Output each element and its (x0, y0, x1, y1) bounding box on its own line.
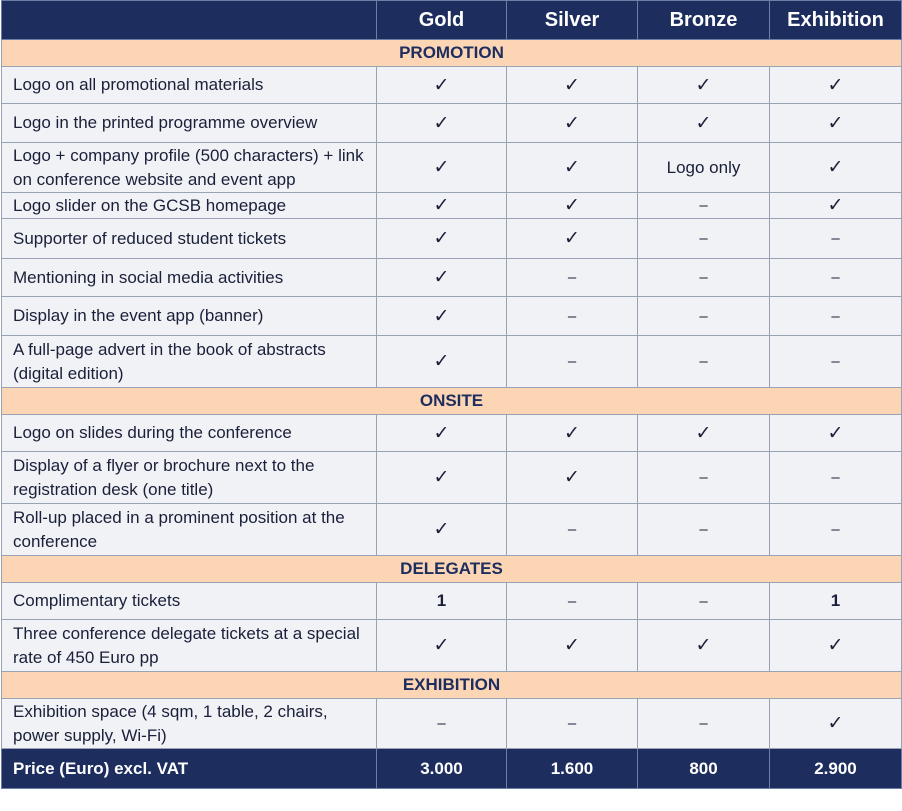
silver-check-cell: ✓ (507, 67, 638, 104)
price-label: Price (Euro) excl. VAT (2, 749, 377, 789)
table-row (2, 620, 902, 672)
row-label: Logo slider on the GCSB homepage (2, 193, 377, 219)
exhibition-dash-cell: – (770, 452, 902, 504)
exhibition-dash-cell: – (770, 297, 902, 336)
section-title: ONSITE (2, 388, 902, 415)
silver-check-cell: ✓ (507, 452, 638, 504)
table-row (2, 219, 902, 259)
row-label: Mentioning in social media activities (2, 259, 377, 297)
row-label: Exhibition space (4 sqm, 1 table, 2 chairs, power supply, Wi-Fi) (2, 699, 377, 749)
bronze-dash-cell: – (638, 504, 770, 556)
column-header-gold: Gold (377, 1, 507, 40)
table-row (2, 336, 902, 388)
gold-check-cell: ✓ (377, 297, 507, 336)
section-header-row (2, 40, 902, 67)
price-bronze: 800 (638, 749, 770, 789)
silver-check-cell: ✓ (507, 143, 638, 193)
table-row (2, 193, 902, 219)
bronze-dash-cell: – (638, 193, 770, 219)
price-exhibition: 2.900 (770, 749, 902, 789)
column-header-silver: Silver (507, 1, 638, 40)
row-label: Display of a flyer or brochure next to the registration desk (one title) (2, 452, 377, 504)
table-row (2, 699, 902, 749)
sponsorship-packages-table (1, 0, 902, 789)
gold-check-cell: ✓ (377, 143, 507, 193)
section-title: EXHIBITION (2, 672, 902, 699)
row-label: Logo in the printed programme overview (2, 104, 377, 143)
row-label: Three conference delegate tickets at a special rate of 450 Euro pp (2, 620, 377, 672)
row-label: Supporter of reduced student tickets (2, 219, 377, 259)
table-row (2, 415, 902, 452)
silver-dash-cell: – (507, 259, 638, 297)
bronze-dash-cell: – (638, 583, 770, 620)
table-row (2, 452, 902, 504)
bronze-dash-cell: – (638, 699, 770, 749)
bronze-dash-cell: – (638, 219, 770, 259)
silver-dash-cell: – (507, 583, 638, 620)
bronze-check-cell: ✓ (638, 104, 770, 143)
exhibition-check-cell: ✓ (770, 143, 902, 193)
bronze-dash-cell: – (638, 336, 770, 388)
gold-check-cell: ✓ (377, 504, 507, 556)
exhibition-check-cell: ✓ (770, 193, 902, 219)
table-header-row (2, 1, 902, 40)
gold-number-cell: 1 (377, 583, 507, 620)
gold-check-cell: ✓ (377, 336, 507, 388)
exhibition-dash-cell: – (770, 336, 902, 388)
section-title: DELEGATES (2, 556, 902, 583)
silver-check-cell: ✓ (507, 620, 638, 672)
section-header-row (2, 556, 902, 583)
gold-check-cell: ✓ (377, 259, 507, 297)
table-row (2, 143, 902, 193)
gold-check-cell: ✓ (377, 193, 507, 219)
exhibition-dash-cell: – (770, 219, 902, 259)
bronze-check-cell: ✓ (638, 415, 770, 452)
table-row (2, 504, 902, 556)
exhibition-number-cell: 1 (770, 583, 902, 620)
table-row (2, 297, 902, 336)
exhibition-check-cell: ✓ (770, 104, 902, 143)
silver-check-cell: ✓ (507, 415, 638, 452)
section-header-row (2, 672, 902, 699)
silver-check-cell: ✓ (507, 104, 638, 143)
exhibition-check-cell: ✓ (770, 67, 902, 104)
silver-dash-cell: – (507, 699, 638, 749)
row-label: Logo + company profile (500 characters) + link on conference website and event app (2, 143, 377, 193)
bronze-value-cell: Logo only (638, 143, 770, 193)
gold-check-cell: ✓ (377, 219, 507, 259)
silver-check-cell: ✓ (507, 193, 638, 219)
bronze-dash-cell: – (638, 259, 770, 297)
silver-dash-cell: – (507, 504, 638, 556)
gold-check-cell: ✓ (377, 67, 507, 104)
exhibition-check-cell: ✓ (770, 699, 902, 749)
row-label: Logo on slides during the conference (2, 415, 377, 452)
table-row (2, 583, 902, 620)
silver-dash-cell: – (507, 336, 638, 388)
exhibition-dash-cell: – (770, 504, 902, 556)
price-row (2, 749, 902, 789)
column-header-exhibition: Exhibition (770, 1, 902, 40)
price-gold: 3.000 (377, 749, 507, 789)
gold-check-cell: ✓ (377, 620, 507, 672)
bronze-check-cell: ✓ (638, 620, 770, 672)
row-label: Roll-up placed in a prominent position at the conference (2, 504, 377, 556)
column-header-bronze: Bronze (638, 1, 770, 40)
header-corner-cell (2, 1, 377, 40)
bronze-dash-cell: – (638, 452, 770, 504)
section-title: PROMOTION (2, 40, 902, 67)
table-row (2, 104, 902, 143)
row-label: Complimentary tickets (2, 583, 377, 620)
exhibition-check-cell: ✓ (770, 620, 902, 672)
gold-check-cell: ✓ (377, 452, 507, 504)
row-label: Display in the event app (banner) (2, 297, 377, 336)
section-header-row (2, 388, 902, 415)
gold-dash-cell: – (377, 699, 507, 749)
price-silver: 1.600 (507, 749, 638, 789)
silver-dash-cell: – (507, 297, 638, 336)
silver-check-cell: ✓ (507, 219, 638, 259)
bronze-dash-cell: – (638, 297, 770, 336)
row-label: Logo on all promotional materials (2, 67, 377, 104)
row-label: A full-page advert in the book of abstracts (digital edition) (2, 336, 377, 388)
exhibition-check-cell: ✓ (770, 415, 902, 452)
gold-check-cell: ✓ (377, 104, 507, 143)
exhibition-dash-cell: – (770, 259, 902, 297)
gold-check-cell: ✓ (377, 415, 507, 452)
bronze-check-cell: ✓ (638, 67, 770, 104)
table-row (2, 67, 902, 104)
table-row (2, 259, 902, 297)
